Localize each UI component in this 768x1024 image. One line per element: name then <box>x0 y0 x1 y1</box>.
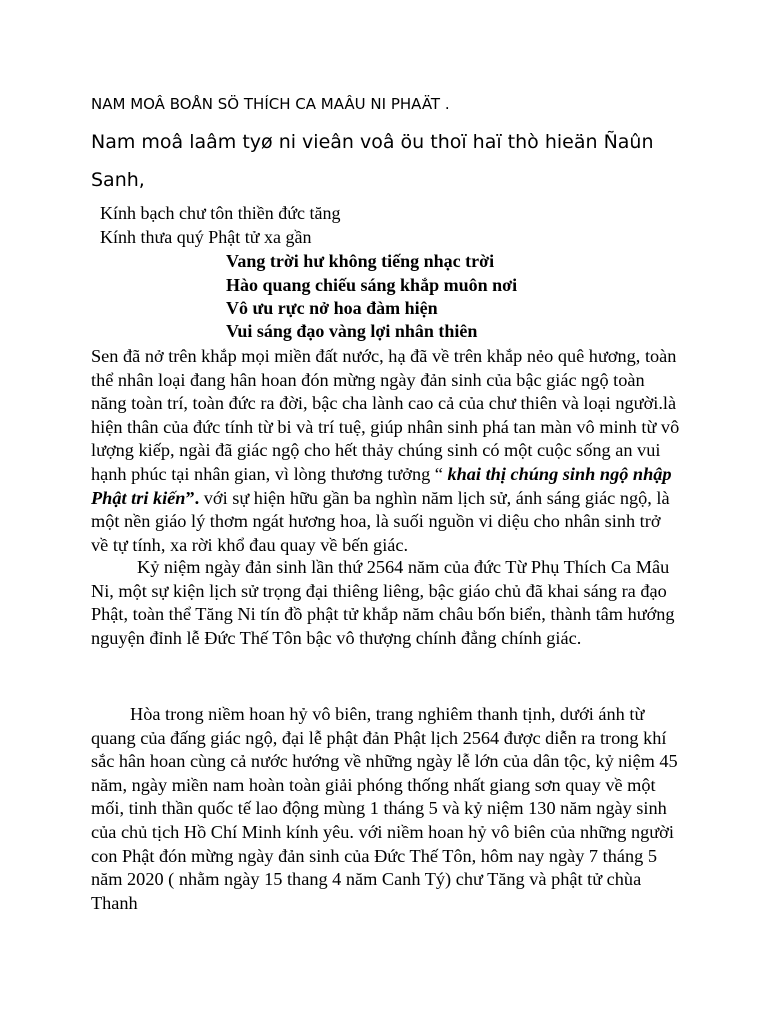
greeting-line-1: Kính bạch chư tôn thiền đức tăng <box>100 203 341 223</box>
heading-line-1: NAM MOÂ BOÅN SÖ THÍCH CA MAÂU NI PHAÄT . <box>91 95 450 113</box>
paragraph-1-quote: khai thị chúng sinh ngộ nhập Phật tri kiến <box>91 463 672 508</box>
verse-line-4: Vui sáng đạo vàng lợi nhân thiên <box>226 321 478 341</box>
paragraph-3: Hòa trong niềm hoan hỷ vô biên, trang nghiêm thanh tịnh, dưới ánh từ quang của đấng giác ngộ, đại lễ phật đản Phật lịch 2564 được diễn ra trong khí sắc hân hoan cùng cả nước hướng về những ngày lễ lớn của dân tộc, kỷ niệm 45 năm, ngày miền nam hoàn toàn giải phóng thống nhất giang sơn quay về một mối, tinh thần quốc tế lao động mùng 1 tháng 5 và kỷ niệm 130 năm ngày sinh của chủ tịch Hồ Chí Minh kính yêu. với niềm hoan hỷ vô biên của những người con Phật đón mừng ngày đản sinh của Đức Thế Tôn, hôm nay ngày 7 tháng 5 năm 2020 ( nhằm ngày 15 thang 4 năm Canh Tý) chư Tăng và phật tử chùa Thanh <box>91 704 678 913</box>
paragraph-2: Kỷ niệm ngày đản sinh lần thứ 2564 năm của đức Từ Phụ Thích Ca Mâu Ni, một sự kiện lịch sử trọng đại thiêng liêng, bậc giáo chủ đã khai sáng ra đạo Phật, toàn thể Tăng Ni tín đồ phật tử khắp năm châu bốn biển, thành tâm hướng nguyện đỉnh lễ Đức Thế Tôn bậc vô thượng chính đẳng chính giác. <box>91 557 675 648</box>
verse-line-1: Vang trời hư không tiếng nhạc trời <box>226 251 495 271</box>
paragraph-1-quote-end: ”. <box>185 487 200 508</box>
paragraph-1 <box>91 345 680 557</box>
paragraph-1-before: Sen đã nở trên khắp mọi miền đất nước, hạ đã về trên khắp nẻo quê hương, toàn thể nhân loại đang hân hoan đón mừng ngày đản sinh của bậc giác ngộ toàn năng toàn trí, toàn đức ra đời, bậc cha lành cao cả của chư thiên và loại người.là hiện thân của đức tính từ bi và trí tuệ, giúp nhân sinh phá tan màn vô minh từ vô lượng kiếp, ngài đã giác ngộ cho hết thảy chúng sinh có một cuộc sống an vui hạnh phúc tại nhân gian, vì lòng thương tưởng “ <box>91 346 680 484</box>
heading-line-2: Nam moâ laâm tyø ni vieân voâ öu thoï haï thò hieän Ñaûn Sanh, <box>91 131 654 191</box>
verse-line-3: Vô ưu rực nở hoa đàm hiện <box>226 298 438 318</box>
paragraph-1-after: với sự hiện hữu gần ba nghìn năm lịch sử, ánh sáng giác ngộ, là một nền giáo lý thơm ngát hương hoa, là suối nguồn vi diệu cho nhân sinh trở về tự tính, xa rời khổ đau quay về bến giác. <box>91 487 670 555</box>
verse-line-2: Hào quang chiếu sáng khắp muôn nơi <box>226 275 518 295</box>
greeting-line-2: Kính thưa quý Phật tử xa gần <box>100 227 312 247</box>
